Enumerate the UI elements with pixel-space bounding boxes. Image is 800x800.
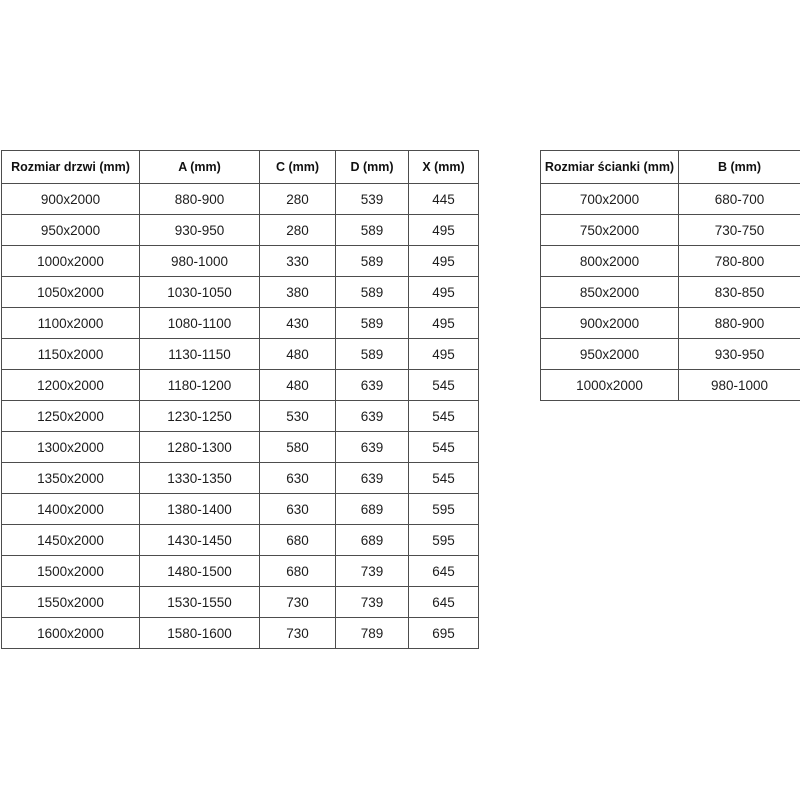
table-row	[2, 525, 479, 556]
table-row	[541, 184, 800, 215]
table-cell: 1180-1200	[140, 370, 260, 401]
table-cell: 530	[260, 401, 336, 432]
table-cell: 689	[336, 525, 409, 556]
table-cell: 589	[336, 308, 409, 339]
table-cell: 1200x2000	[2, 370, 140, 401]
table-cell: 280	[260, 215, 336, 246]
table-cell: 545	[409, 370, 479, 401]
table-cell: 1500x2000	[2, 556, 140, 587]
column-header: X (mm)	[409, 151, 479, 184]
column-header: D (mm)	[336, 151, 409, 184]
table-row	[2, 277, 479, 308]
table-cell: 495	[409, 308, 479, 339]
table-cell: 880-900	[140, 184, 260, 215]
table-cell: 830-850	[679, 277, 800, 308]
table-cell: 980-1000	[679, 370, 800, 401]
table-cell: 689	[336, 494, 409, 525]
table-row	[2, 184, 479, 215]
table-cell: 1400x2000	[2, 494, 140, 525]
door-size-table	[1, 150, 479, 649]
table-cell: 1300x2000	[2, 432, 140, 463]
table-cell: 680-700	[679, 184, 800, 215]
table-cell: 950x2000	[541, 339, 679, 370]
table-cell: 1000x2000	[2, 246, 140, 277]
table-row	[2, 401, 479, 432]
table-cell: 780-800	[679, 246, 800, 277]
table-cell: 580	[260, 432, 336, 463]
table-cell: 495	[409, 246, 479, 277]
table-cell: 1580-1600	[140, 618, 260, 649]
table-row	[2, 494, 479, 525]
table-cell: 850x2000	[541, 277, 679, 308]
table-row	[2, 215, 479, 246]
table-cell: 1530-1550	[140, 587, 260, 618]
table-cell: 330	[260, 246, 336, 277]
table-cell: 980-1000	[140, 246, 260, 277]
table-cell: 639	[336, 432, 409, 463]
table-cell: 750x2000	[541, 215, 679, 246]
table-cell: 1150x2000	[2, 339, 140, 370]
column-header: Rozmiar ścianki (mm)	[541, 151, 679, 184]
table-cell: 430	[260, 308, 336, 339]
table-cell: 1550x2000	[2, 587, 140, 618]
table-cell: 680	[260, 525, 336, 556]
table-cell: 495	[409, 277, 479, 308]
table-cell: 589	[336, 277, 409, 308]
table-row	[541, 339, 800, 370]
table-cell: 1430-1450	[140, 525, 260, 556]
table-row	[2, 556, 479, 587]
table-cell: 630	[260, 463, 336, 494]
table-cell: 589	[336, 339, 409, 370]
table-cell: 1380-1400	[140, 494, 260, 525]
table-cell: 730-750	[679, 215, 800, 246]
table-row	[2, 308, 479, 339]
table-cell: 800x2000	[541, 246, 679, 277]
table-cell: 1000x2000	[541, 370, 679, 401]
table-cell: 545	[409, 401, 479, 432]
table-cell: 645	[409, 556, 479, 587]
table-cell: 495	[409, 215, 479, 246]
table-cell: 739	[336, 587, 409, 618]
table-cell: 1030-1050	[140, 277, 260, 308]
table-row	[2, 463, 479, 494]
table-cell: 695	[409, 618, 479, 649]
table-cell: 1450x2000	[2, 525, 140, 556]
table-cell: 1130-1150	[140, 339, 260, 370]
table-cell: 930-950	[679, 339, 800, 370]
table-cell: 900x2000	[2, 184, 140, 215]
table-row	[541, 277, 800, 308]
table-cell: 445	[409, 184, 479, 215]
table-cell: 480	[260, 370, 336, 401]
table-cell: 730	[260, 587, 336, 618]
table-cell: 495	[409, 339, 479, 370]
table-cell: 639	[336, 463, 409, 494]
table-row	[2, 339, 479, 370]
table-row	[2, 370, 479, 401]
table-cell: 739	[336, 556, 409, 587]
table-cell: 630	[260, 494, 336, 525]
table-cell: 539	[336, 184, 409, 215]
table-cell: 680	[260, 556, 336, 587]
table-cell: 900x2000	[541, 308, 679, 339]
table-cell: 1480-1500	[140, 556, 260, 587]
table-cell: 280	[260, 184, 336, 215]
table-cell: 545	[409, 432, 479, 463]
table-header-row	[541, 151, 800, 184]
table-cell: 1100x2000	[2, 308, 140, 339]
wall-size-table	[540, 150, 800, 401]
table-cell: 1350x2000	[2, 463, 140, 494]
column-header: C (mm)	[260, 151, 336, 184]
table-cell: 595	[409, 525, 479, 556]
table-row	[2, 432, 479, 463]
table-cell: 789	[336, 618, 409, 649]
table-cell: 645	[409, 587, 479, 618]
table-cell: 545	[409, 463, 479, 494]
column-header: Rozmiar drzwi (mm)	[2, 151, 140, 184]
table-cell: 1250x2000	[2, 401, 140, 432]
table-row	[541, 370, 800, 401]
table-cell: 595	[409, 494, 479, 525]
table-cell: 700x2000	[541, 184, 679, 215]
table-cell: 1230-1250	[140, 401, 260, 432]
table-cell: 589	[336, 215, 409, 246]
table-cell: 639	[336, 401, 409, 432]
table-cell: 1280-1300	[140, 432, 260, 463]
table-header-row	[2, 151, 479, 184]
table-cell: 1050x2000	[2, 277, 140, 308]
column-header: A (mm)	[140, 151, 260, 184]
column-header: B (mm)	[679, 151, 800, 184]
table-cell: 930-950	[140, 215, 260, 246]
table-cell: 1330-1350	[140, 463, 260, 494]
table-cell: 480	[260, 339, 336, 370]
table-row	[2, 587, 479, 618]
table-row	[541, 246, 800, 277]
table-cell: 639	[336, 370, 409, 401]
table-cell: 1080-1100	[140, 308, 260, 339]
table-cell: 380	[260, 277, 336, 308]
table-cell: 1600x2000	[2, 618, 140, 649]
table-row	[541, 215, 800, 246]
table-cell: 730	[260, 618, 336, 649]
table-row	[2, 246, 479, 277]
table-row	[541, 308, 800, 339]
table-cell: 950x2000	[2, 215, 140, 246]
table-cell: 589	[336, 246, 409, 277]
table-row	[2, 618, 479, 649]
table-cell: 880-900	[679, 308, 800, 339]
